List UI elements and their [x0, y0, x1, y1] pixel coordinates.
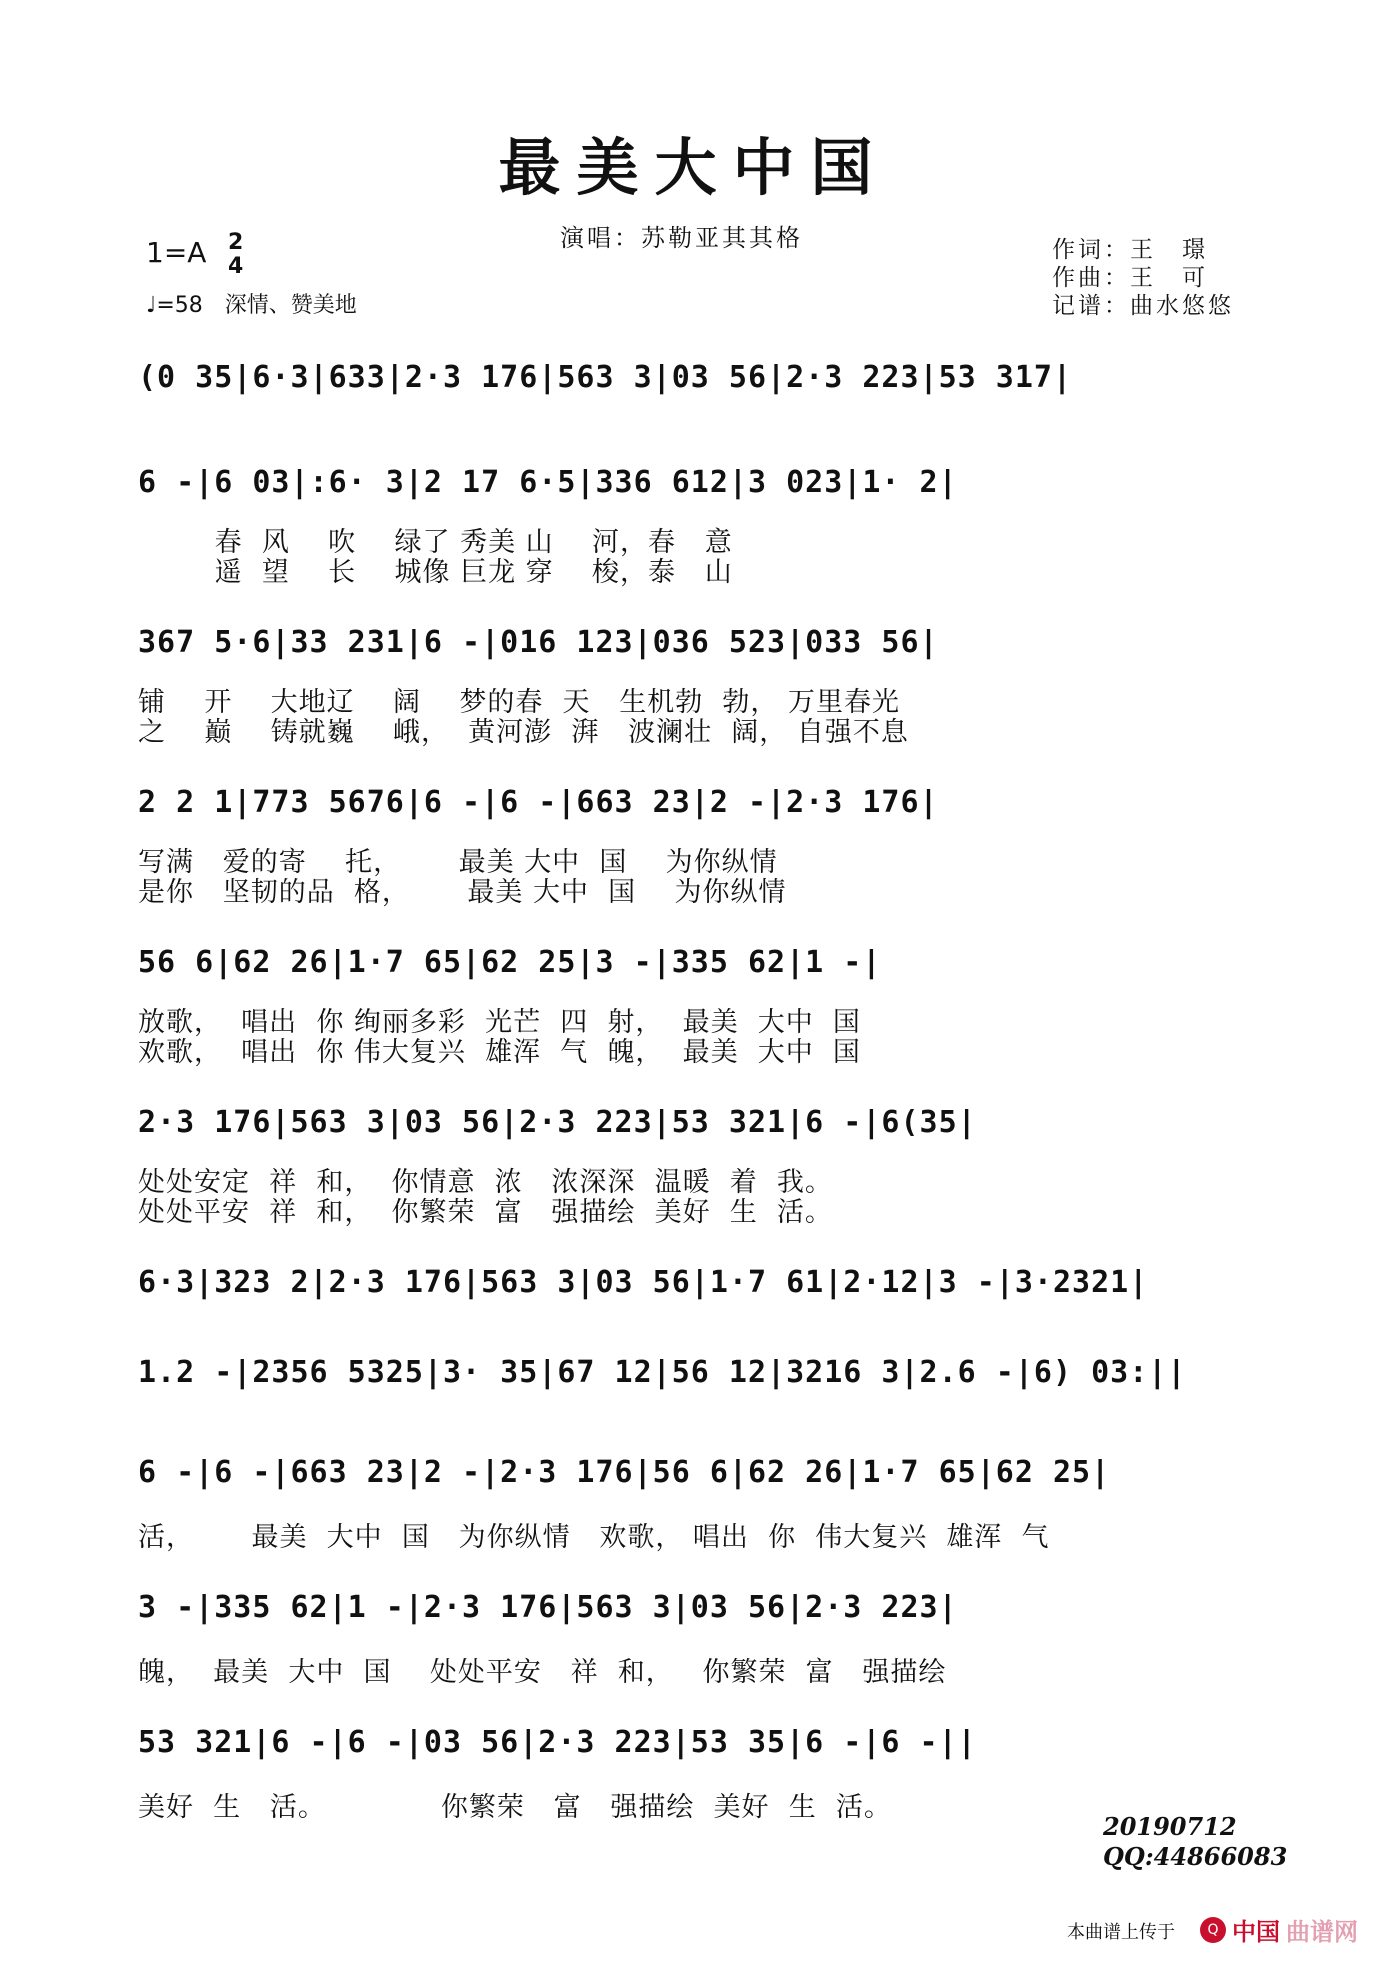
site-logo[interactable] — [1200, 1912, 1358, 1947]
tempo: ♩=58 深情、赞美地 — [146, 293, 357, 318]
logo-subtext: 曲谱网 — [1286, 1918, 1358, 1946]
lyric-verse-1: 写满 爱的寄 托， 最美 大中 国 为你纵情 — [138, 847, 778, 878]
credits — [1052, 236, 1234, 320]
notes: (0 35|6·3|633|2·3 176|563 3|03 56|2·3 223|53 317| — [138, 360, 1073, 395]
notes: 53 321|6 -|6 -|03 56|2·3 223|53 35|6 -|6 -|| — [138, 1725, 977, 1760]
notes: 56 6|62 26|1·7 65|62 25|3 -|335 62|1 -| — [138, 945, 882, 980]
transcriber: 记谱：曲水悠悠 — [1052, 293, 1234, 319]
logo-icon: Q — [1200, 1917, 1226, 1943]
lyric-verse-1: 春 风 吹 绿了 秀美 山 河，春 意 — [138, 527, 733, 558]
notes: 6 -|6 03|:6· 3|2 17 6·5|336 612|3 023|1· 2| — [138, 465, 958, 500]
notes: 6·3|323 2|2·3 176|563 3|03 56|1·7 61|2·12|3 -|3·2321| — [138, 1265, 1149, 1300]
notes: 2·3 176|563 3|03 56|2·3 223|53 321|6 -|6(35| — [138, 1105, 977, 1140]
lyric-verse-1: 铺 开 大地辽 阔 梦的春 天 生机勃 勃， 万里春光 — [138, 687, 900, 718]
notes: 2 2 1|773 5676|6 -|6 -|663 23|2 -|2·3 176| — [138, 785, 939, 820]
lyric-verse-2: 处处平安 祥 和， 你繁荣 富 强描绘 美好 生 活。 — [138, 1197, 833, 1228]
time-signature-top: 2 — [228, 230, 244, 255]
key-signature: 1=A — [146, 236, 207, 269]
notes: 1.2 -|2356 5325|3· 35|67 12|56 12|3216 3|2.6 -|6) 03:|| — [138, 1355, 1187, 1390]
lyricist: 作词：王 璟 — [1052, 237, 1208, 263]
lyric-verse-2: 遥 望 长 城像 巨龙 穿 梭，泰 山 — [138, 557, 733, 588]
lyric-verse-1: 处处安定 祥 和， 你情意 浓 浓深深 温暖 着 我。 — [138, 1167, 833, 1198]
composer: 作曲：王 可 — [1052, 265, 1208, 291]
singer: 演唱：苏勒亚其其格 — [560, 224, 803, 252]
logo-text: 中国 — [1232, 1918, 1280, 1946]
notes: 367 5·6|33 231|6 -|016 123|036 523|033 56| — [138, 625, 939, 660]
lyric: 活， 最美 大中 国 为你纵情 欢歌， 唱出 你 伟大复兴 雄浑 气 — [138, 1522, 1050, 1553]
lyric-verse-2: 欢歌， 唱出 你 伟大复兴 雄浑 气 魄， 最美 大中 国 — [138, 1037, 861, 1068]
footer-qq: QQ:44866083 — [1103, 1842, 1288, 1871]
lyric: 魄， 最美 大中 国 处处平安 祥 和， 你繁荣 富 强描绘 — [138, 1657, 947, 1688]
footer-date: 20190712 — [1103, 1812, 1237, 1841]
notes: 3 -|335 62|1 -|2·3 176|563 3|03 56|2·3 223| — [138, 1590, 958, 1625]
time-signature — [228, 231, 243, 279]
upload-note: 本曲谱上传于 — [1067, 1922, 1175, 1943]
lyric: 美好 生 活。 你繁荣 富 强描绘 美好 生 活。 — [138, 1792, 892, 1823]
lyric-verse-1: 放歌， 唱出 你 绚丽多彩 光芒 四 射， 最美 大中 国 — [138, 1007, 861, 1038]
time-signature-bottom: 4 — [228, 254, 244, 279]
page-title: 最美大中国 — [498, 131, 889, 204]
lyric-verse-2: 是你 坚韧的品 格， 最美 大中 国 为你纵情 — [138, 877, 787, 908]
notes: 6 -|6 -|663 23|2 -|2·3 176|56 6|62 26|1·7 65|62 25| — [138, 1455, 1111, 1490]
lyric-verse-2: 之 巅 铸就巍 峨， 黄河澎 湃 波澜壮 阔， 自强不息 — [138, 717, 909, 748]
